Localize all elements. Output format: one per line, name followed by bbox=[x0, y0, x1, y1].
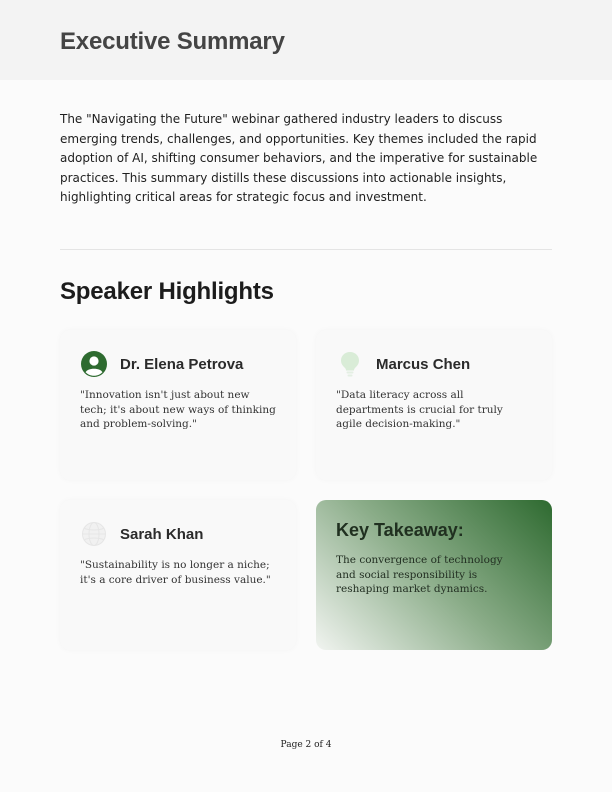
header-band bbox=[0, 0, 612, 80]
speaker-name: Marcus Chen bbox=[376, 355, 471, 373]
section-divider bbox=[60, 249, 552, 250]
speaker-card-header bbox=[336, 350, 532, 378]
page-title: Executive Summary bbox=[60, 28, 285, 55]
speaker-name: Dr. Elena Petrova bbox=[120, 355, 244, 373]
speaker-card-header bbox=[80, 520, 276, 548]
globe-icon bbox=[80, 520, 108, 548]
speaker-card-header bbox=[80, 350, 276, 378]
speaker-quote: "Data literacy across all departments is crucial for truly agile decision-making." bbox=[336, 389, 503, 430]
key-takeaway-title: Key Takeaway: bbox=[336, 520, 464, 540]
speaker-quote: "Sustainability is no longer a niche; it's a core driver of business value." bbox=[80, 559, 271, 586]
key-takeaway-text: The convergence of technology and social responsibility is reshaping market dynamics. bbox=[336, 554, 503, 595]
section-title-speaker-highlights: Speaker Highlights bbox=[60, 278, 274, 305]
speaker-card-sarah-khan bbox=[60, 500, 296, 650]
lightbulb-icon bbox=[336, 350, 364, 378]
intro-paragraph: The "Navigating the Future" webinar gathered industry leaders to discuss emerging trends, challenges, and opportunities. Key themes included the rapid adoption of AI, shifting consumer behaviors, and the imperative for sustainable practices. This summary distills these discussions into actionable insights, highlighting critical areas for strategic focus and investment. bbox=[60, 112, 538, 204]
speaker-card-marcus-chen bbox=[316, 330, 552, 480]
key-takeaway-card bbox=[316, 500, 552, 650]
page-number: Page 2 of 4 bbox=[280, 740, 332, 750]
speaker-name: Sarah Khan bbox=[120, 525, 204, 543]
user-avatar-icon bbox=[80, 350, 108, 378]
speaker-card-elena-petrova bbox=[60, 330, 296, 480]
speaker-quote: "Innovation isn't just about new tech; it's about new ways of thinking and problem-solving." bbox=[80, 389, 276, 430]
